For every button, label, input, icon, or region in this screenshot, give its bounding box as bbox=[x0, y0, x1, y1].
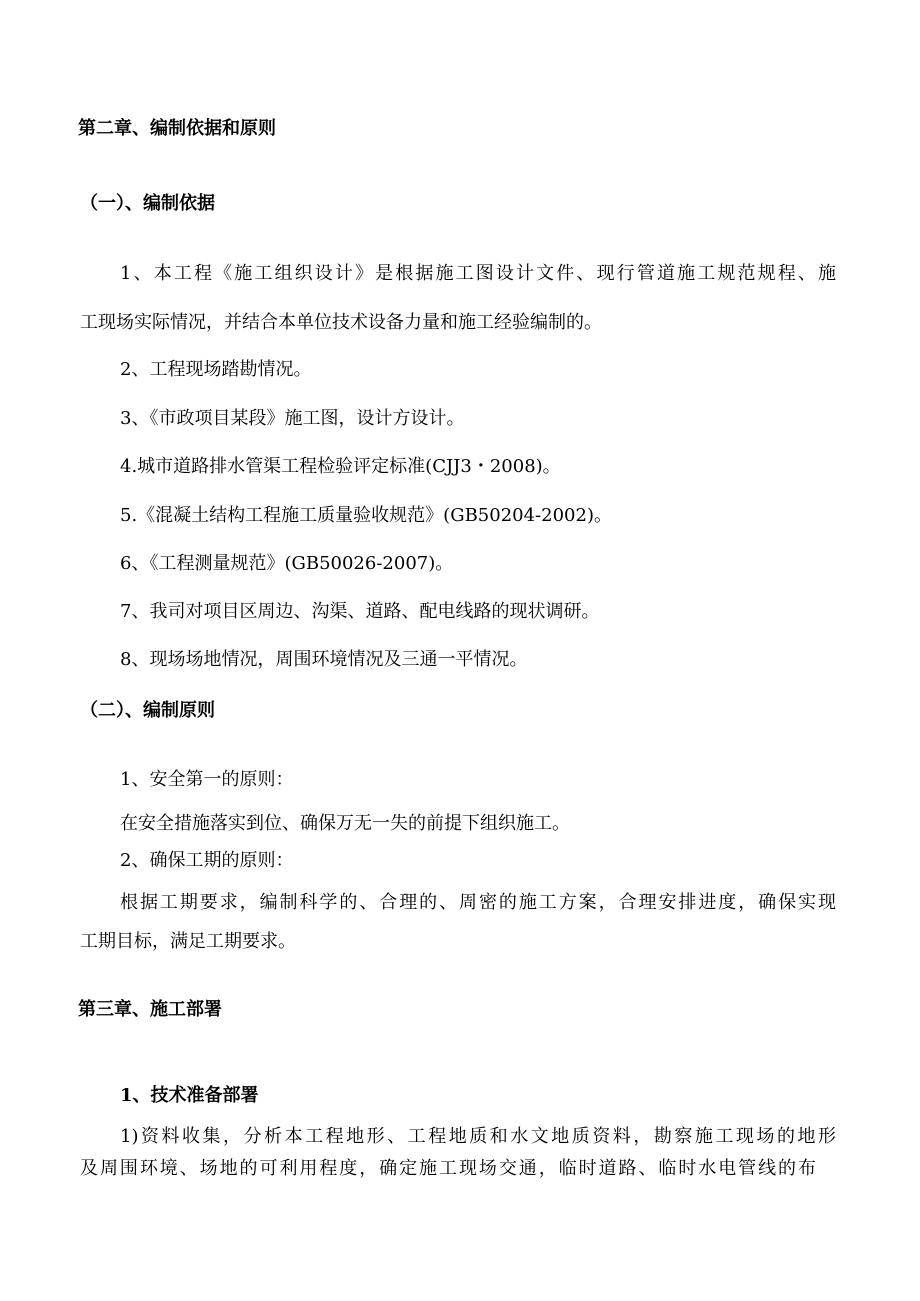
section-basis-title: （一）、编制依据 bbox=[80, 193, 215, 214]
basis-item-7: 7、我司对项目区周边、沟渠、道路、配电线路的现状调研。 bbox=[120, 601, 600, 622]
basis-item-3: 3、《市政项目某段》施工图，设计方设计。 bbox=[120, 408, 465, 429]
basis-item-5: 5.《混凝土结构工程施工质量验收规范》(GB50204-2002)。 bbox=[120, 505, 612, 526]
principle-2-body-line-2: 工期目标，满足工期要求。 bbox=[80, 931, 296, 952]
tech-prep-body-line-1: 1)资料收集，分析本工程地形、工程地质和水文地质资料，勘察施工现场的地形 bbox=[120, 1126, 836, 1147]
subsection-tech-prep-title: 1、技术准备部署 bbox=[120, 1085, 259, 1106]
basis-item-8: 8、现场场地情况，周围环境情况及三通一平情况。 bbox=[120, 649, 528, 670]
principle-1-title: 1、安全第一的原则： bbox=[120, 769, 294, 790]
principle-2-body-line-1: 根据工期要求，编制科学的、合理的、周密的施工方案，合理安排进度，确保实现 bbox=[120, 892, 836, 913]
basis-item-1-line-1: 1、本工程《施工组织设计》是根据施工图设计文件、现行管道施工规范规程、施 bbox=[120, 263, 836, 284]
basis-item-6: 6、《工程测量规范》(GB50026-2007)。 bbox=[120, 553, 454, 574]
principle-1-body: 在安全措施落实到位、确保万无一失的前提下组织施工。 bbox=[120, 813, 570, 834]
chapter-2-title: 第二章、编制依据和原则 bbox=[78, 118, 276, 139]
section-principle-title: （二）、编制原则 bbox=[80, 700, 215, 721]
tech-prep-body-line-2: 及周围环境、场地的可利用程度，确定施工现场交通，临时道路、临时水电管线的布 bbox=[80, 1158, 816, 1179]
chapter-3-title: 第三章、施工部署 bbox=[78, 999, 222, 1020]
basis-item-2: 2、工程现场踏勘情况。 bbox=[120, 359, 312, 380]
basis-item-1-line-2: 工现场实际情况，并结合本单位技术设备力量和施工经验编制的。 bbox=[80, 312, 602, 333]
principle-2-title: 2、确保工期的原则： bbox=[120, 850, 294, 871]
basis-item-4: 4.城市道路排水管渠工程检验评定标准(CJJ3・2008)。 bbox=[120, 456, 561, 477]
